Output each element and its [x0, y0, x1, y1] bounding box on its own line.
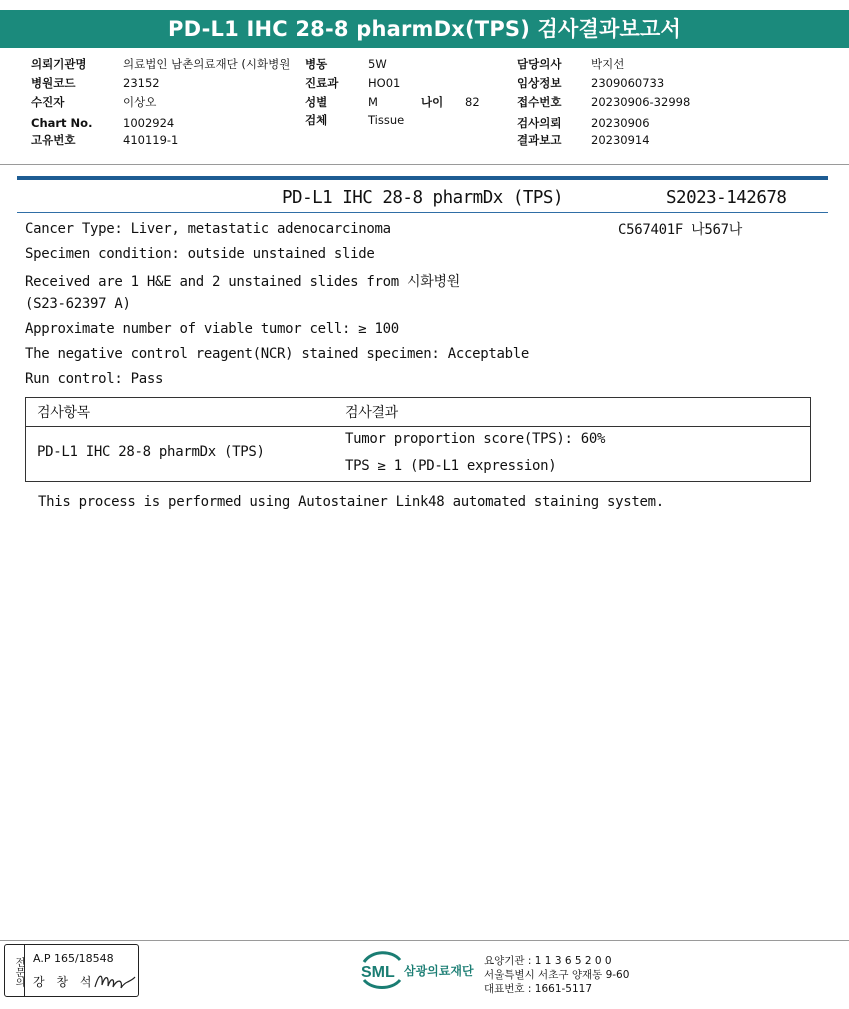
result-table: [25, 397, 811, 482]
receipt-number-label: 접수번호: [517, 95, 562, 109]
department-value: HO01: [368, 76, 401, 90]
logo-text: SML: [361, 964, 395, 981]
clinical-info-value: 2309060733: [591, 76, 665, 90]
org-address: 서울특별시 서초구 양재동 9-60: [484, 969, 630, 981]
report-line-block-id: (S23-62397 A): [25, 296, 131, 312]
org-name: 삼광의료재단: [404, 964, 474, 978]
specimen-value: Tissue: [368, 113, 405, 127]
report-header-title: PD-L1 IHC 28-8 pharmDx(TPS) 검사결과보고서: [0, 10, 849, 48]
table-result-tps: Tumor proportion score(TPS): 60%: [345, 431, 606, 447]
org-phone: 대표번호 : 1661-5117: [484, 983, 593, 995]
patient-label: 수진자: [31, 95, 65, 109]
report-top-rule: [17, 176, 828, 180]
care-institution-number: 요양기관 : 1 1 3 6 5 2 0 0: [484, 955, 612, 967]
chart-no-label: Chart No.: [31, 116, 93, 130]
table-header-divider: [26, 426, 810, 427]
department-label: 진료과: [305, 76, 339, 90]
stamp-license: A.P 165/18548: [33, 952, 114, 965]
hospital-value: 의료법인 남촌의료재단 (시화병원: [123, 57, 291, 71]
footer-divider: [0, 940, 849, 941]
clinical-info-label: 임상정보: [517, 76, 562, 90]
info-divider: [0, 164, 849, 165]
report-line-tumor-cells: Approximate number of viable tumor cell: ≥ 100: [25, 321, 399, 337]
table-header-result: 검사결과: [345, 405, 398, 421]
signature-icon: [93, 969, 137, 993]
specimen-label: 검체: [305, 113, 328, 127]
report-line-specimen-condition: Specimen condition: outside unstained slide: [25, 246, 375, 262]
receipt-number-value: 20230906-32998: [591, 95, 691, 109]
table-header-item: 검사항목: [37, 405, 90, 421]
hospital-code-label: 병원코드: [31, 76, 76, 90]
report-number: S2023-142678: [666, 188, 787, 208]
report-line-received: Received are 1 H&E and 2 unstained slides from 시화병원: [25, 274, 460, 290]
stamp-name: 강 창 석: [33, 975, 96, 989]
report-line-run-control: Run control: Pass: [25, 371, 164, 387]
ward-value: 5W: [368, 57, 387, 71]
chart-no-value: 1002924: [123, 116, 175, 130]
doctor-value: 박지선: [591, 57, 625, 71]
sex-label: 성별: [305, 95, 328, 109]
report-line-cancer-type: Cancer Type: Liver, metastatic adenocarcinoma: [25, 221, 391, 237]
patient-info-block: [0, 0, 849, 160]
request-date-value: 20230906: [591, 116, 650, 130]
stamp-side-label: 전문의: [5, 945, 25, 996]
report-note: This process is performed using Autostainer Link48 automated staining system.: [38, 494, 664, 510]
request-date-label: 검사의뢰: [517, 116, 562, 130]
doctor-label: 담당의사: [517, 57, 562, 71]
patient-value: 이상오: [123, 95, 157, 109]
report-date-value: 20230914: [591, 133, 650, 147]
report-title-rule: [17, 212, 828, 213]
pathologist-stamp: [4, 944, 139, 997]
table-item: PD-L1 IHC 28-8 pharmDx (TPS): [37, 444, 265, 460]
age-label: 나이: [421, 95, 444, 109]
hospital-label: 의뢰기관명: [31, 57, 87, 71]
hospital-code-value: 23152: [123, 76, 160, 90]
unique-id-value: 410119-1: [123, 133, 179, 147]
report-date-label: 결과보고: [517, 133, 562, 147]
age-value: 82: [465, 95, 480, 109]
ward-label: 병동: [305, 57, 328, 71]
unique-id-label: 고유번호: [31, 133, 76, 147]
table-result-expression: TPS ≥ 1 (PD-L1 expression): [345, 458, 557, 474]
sub-code: C567401F 나567나: [618, 222, 742, 238]
report-title: PD-L1 IHC 28-8 pharmDx (TPS): [282, 188, 564, 208]
sex-value: M: [368, 95, 378, 109]
report-line-negative-control: The negative control reagent(NCR) stained specimen: Acceptable: [25, 346, 529, 362]
